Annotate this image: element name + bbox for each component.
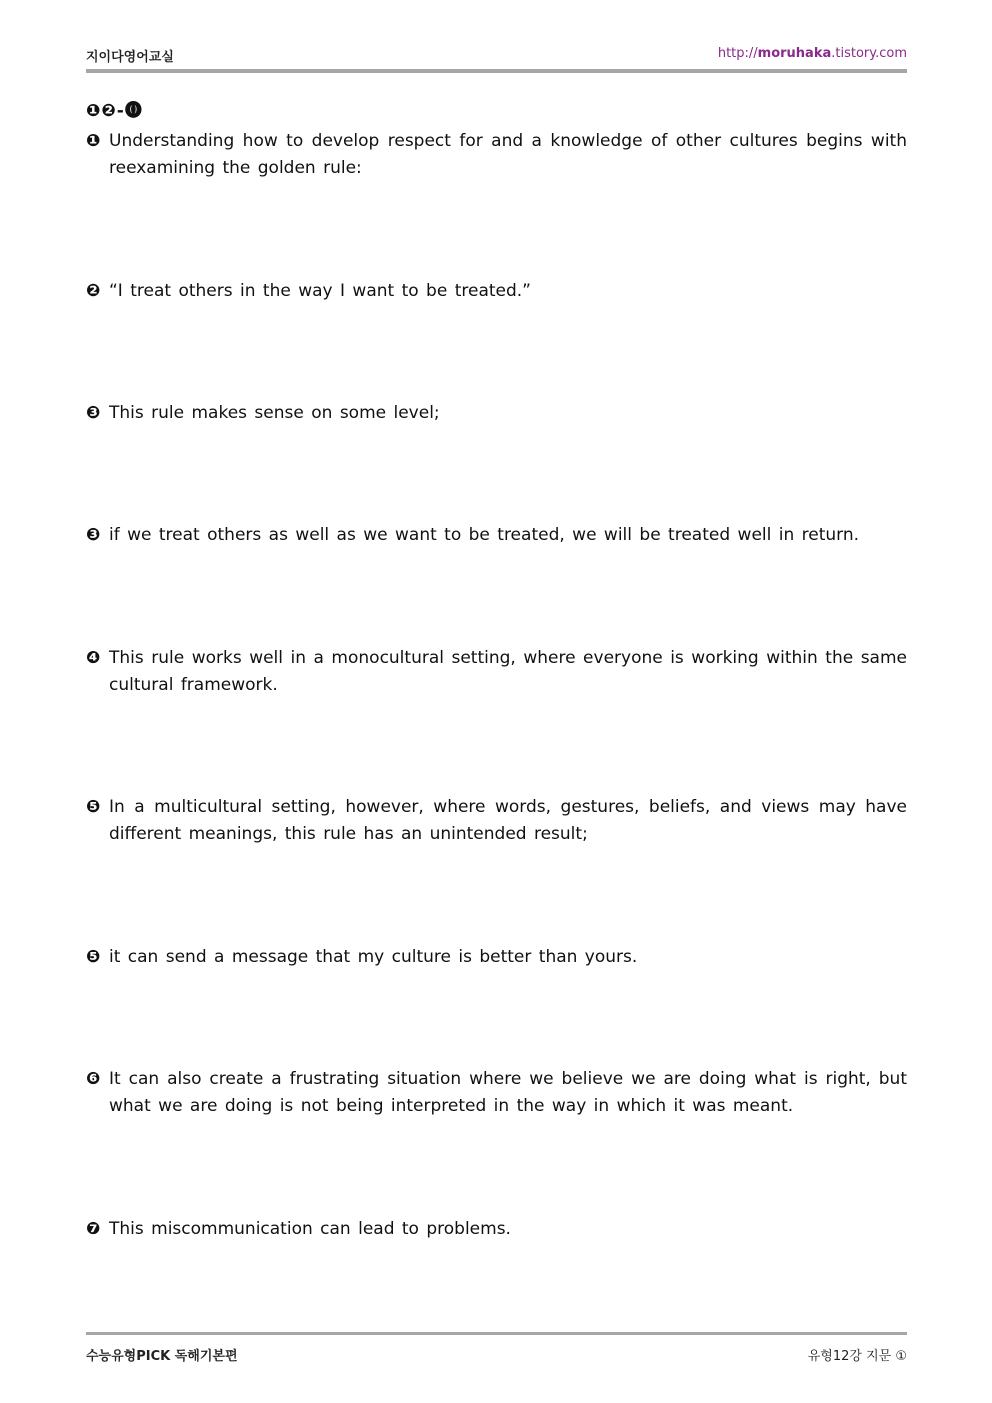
sentence-text: It can also create a frustrating situation where we believe we are doing what is right, but what we are doing is not being interpreted in the way in which it was meant. — [109, 1069, 907, 1116]
section-label: ❶❷-⓿ — [86, 101, 143, 121]
sentence-text: “I treat others in the way I want to be treated.” — [109, 281, 531, 301]
sentence-text: This miscommunication can lead to problems. — [109, 1219, 511, 1239]
sentence-text: Understanding how to develop respect for and a knowledge of other cultures begins with reexamining the golden rule: — [109, 131, 907, 178]
header-site-name: 지이다영어교실 — [86, 50, 174, 65]
header-url-suffix: .tistory.com — [831, 46, 907, 61]
footer-book-title: 수능유형PICK 독해기본편 — [86, 1349, 238, 1364]
sentence-number: ❹ — [86, 648, 101, 668]
sentence-text: it can send a message that my culture is better than yours. — [109, 947, 638, 967]
sentence-number: ❸ — [86, 525, 101, 545]
sentence-number: ❼ — [86, 1219, 101, 1239]
sentence-text: In a multicultural setting, however, where words, gestures, beliefs, and views may have different meanings, this rule has an unintended result; — [109, 797, 907, 844]
sentence-number: ❷ — [86, 281, 101, 301]
sentence-item — [86, 522, 907, 549]
sentence-item — [86, 645, 907, 699]
sentence-number: ❸ — [86, 403, 101, 423]
sentence-item — [86, 1216, 907, 1243]
sentence-text: This rule makes sense on some level; — [109, 403, 440, 423]
header-url-bold: moruhaka — [757, 46, 832, 61]
sentence-item — [86, 400, 907, 427]
page-header — [86, 44, 907, 68]
header-url-prefix: http:// — [717, 46, 758, 61]
sentence-item — [86, 794, 907, 848]
sentence-text: This rule works well in a monocultural setting, where everyone is working within the same cultural framework. — [109, 648, 907, 695]
sentence-number: ❺ — [86, 947, 101, 967]
footer-lesson-label: 유형12강 지문 ① — [807, 1349, 907, 1364]
sentence-item — [86, 278, 907, 305]
footer-divider — [86, 1332, 907, 1335]
sentence-item — [86, 1066, 907, 1120]
header-url[interactable] — [718, 46, 907, 61]
sentence-text: if we treat others as well as we want to be treated, we will be treated well in return. — [109, 525, 860, 545]
sentence-number: ❺ — [86, 797, 101, 817]
sentence-item — [86, 944, 907, 971]
sentence-number: ❶ — [86, 131, 101, 151]
sentence-number: ❻ — [86, 1069, 101, 1089]
header-divider — [86, 69, 907, 73]
sentence-item — [86, 128, 907, 182]
